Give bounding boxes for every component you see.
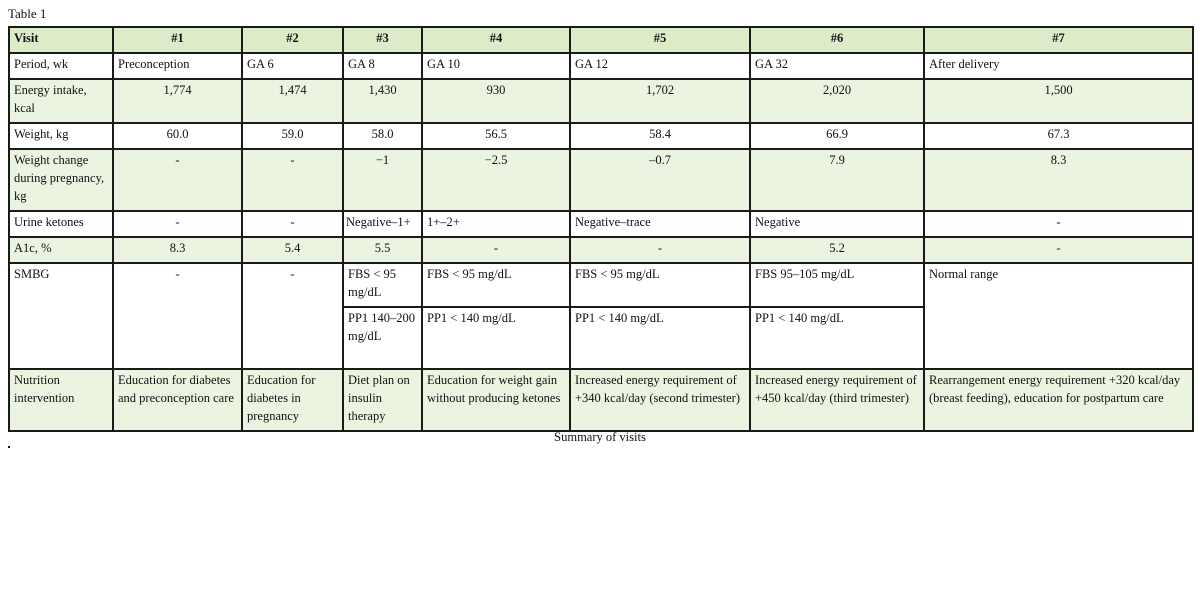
table-cell: −1: [343, 149, 422, 211]
table-cell: 1,500: [924, 79, 1193, 123]
header-visit-1: #1: [113, 27, 242, 53]
table-cell: FBS < 95 mg/dL: [570, 263, 750, 307]
table-cell: 58.4: [570, 123, 750, 149]
table-cell: 930: [422, 79, 570, 123]
table-caption: Table 1: [8, 6, 47, 21]
table-cell: 66.9: [750, 123, 924, 149]
table-cell: 5.2: [750, 237, 924, 263]
table-cell: PP1 < 140 mg/dL: [570, 307, 750, 369]
table-cell: –0.7: [570, 149, 750, 211]
table-cell: FBS 95–105 mg/dL: [750, 263, 924, 307]
table-cell: Education for weight gain without producing ketones: [422, 369, 570, 431]
row-label: Nutrition intervention: [9, 369, 113, 431]
table-cell: -: [924, 237, 1193, 263]
row-label: A1c, %: [9, 237, 113, 263]
table-cell: FBS < 95 mg/dL: [422, 263, 570, 307]
table-cell: 1,430: [343, 79, 422, 123]
row-label: Urine ketones: [9, 211, 113, 237]
table-cell: 8.3: [924, 149, 1193, 211]
header-visit-7: #7: [924, 27, 1193, 53]
table-cell: 56.5: [422, 123, 570, 149]
bullet-dot: [8, 446, 10, 448]
table-cell: 1,774: [113, 79, 242, 123]
table-cell: -: [242, 263, 343, 369]
table-header-row: [9, 27, 1193, 53]
table-cell: Rearrangement energy requirement +320 kcal/day (breast feeding), education for postpartum care: [924, 369, 1193, 431]
table-cell: -: [242, 149, 343, 211]
table-cell: Negative–1+: [343, 211, 422, 237]
table-row-weight: [9, 123, 1193, 149]
table-cell: −2.5: [422, 149, 570, 211]
table-cell: 1,474: [242, 79, 343, 123]
header-visit-3: #3: [343, 27, 422, 53]
table-row-smbg: [9, 263, 1193, 307]
table-cell: PP1 < 140 mg/dL: [750, 307, 924, 369]
table-cell: GA 12: [570, 53, 750, 79]
table-cell: Increased energy requirement of +450 kcal/day (third trimester): [750, 369, 924, 431]
table-cell: Preconception: [113, 53, 242, 79]
table-cell: PP1 140–200 mg/dL: [343, 307, 422, 369]
table-cell: 1+–2+: [422, 211, 570, 237]
table-cell: PP1 < 140 mg/dL: [422, 307, 570, 369]
table-cell: Education for diabetes in pregnancy: [242, 369, 343, 431]
table-cell: 8.3: [113, 237, 242, 263]
table-row-nutrition: [9, 369, 1193, 431]
table-cell: -: [113, 211, 242, 237]
table-cell: -: [570, 237, 750, 263]
table-cell: 67.3: [924, 123, 1193, 149]
row-label: Weight, kg: [9, 123, 113, 149]
table-cell: 5.5: [343, 237, 422, 263]
row-label: Period, wk: [9, 53, 113, 79]
header-visit-4: #4: [422, 27, 570, 53]
table-cell: -: [422, 237, 570, 263]
table-row-weight-change: [9, 149, 1193, 211]
row-label: Energy intake, kcal: [9, 79, 113, 123]
row-label: SMBG: [9, 263, 113, 369]
table-row-a1c: [9, 237, 1193, 263]
table-cell: 60.0: [113, 123, 242, 149]
table-cell: 58.0: [343, 123, 422, 149]
table-cell: GA 8: [343, 53, 422, 79]
table-cell: FBS < 95 mg/dL: [343, 263, 422, 307]
table-cell: Negative–trace: [570, 211, 750, 237]
table-cell: GA 10: [422, 53, 570, 79]
table-footer-caption: Summary of visits: [554, 430, 646, 444]
header-visit-5: #5: [570, 27, 750, 53]
table-row-period: [9, 53, 1193, 79]
table-cell: GA 32: [750, 53, 924, 79]
table-cell: 1,702: [570, 79, 750, 123]
table-cell: Negative: [750, 211, 924, 237]
header-visit: Visit: [9, 27, 113, 53]
row-label: Weight change during pregnancy, kg: [9, 149, 113, 211]
table-cell: Diet plan on insulin therapy: [343, 369, 422, 431]
table-cell: Education for diabetes and preconception care: [113, 369, 242, 431]
table-cell: 59.0: [242, 123, 343, 149]
table-cell: GA 6: [242, 53, 343, 79]
table-row-urine-ketones: [9, 211, 1193, 237]
table-cell: Normal range: [924, 263, 1193, 369]
table-cell: 7.9: [750, 149, 924, 211]
table-cell: -: [924, 211, 1193, 237]
header-visit-6: #6: [750, 27, 924, 53]
table-cell: 5.4: [242, 237, 343, 263]
table-cell: After delivery: [924, 53, 1193, 79]
table-cell: -: [113, 263, 242, 369]
table-cell: Increased energy requirement of +340 kcal/day (second trimester): [570, 369, 750, 431]
table-cell: 2,020: [750, 79, 924, 123]
table-cell: -: [242, 211, 343, 237]
table-row-energy: [9, 79, 1193, 123]
visits-table: [8, 26, 1194, 432]
header-visit-2: #2: [242, 27, 343, 53]
table-cell: -: [113, 149, 242, 211]
